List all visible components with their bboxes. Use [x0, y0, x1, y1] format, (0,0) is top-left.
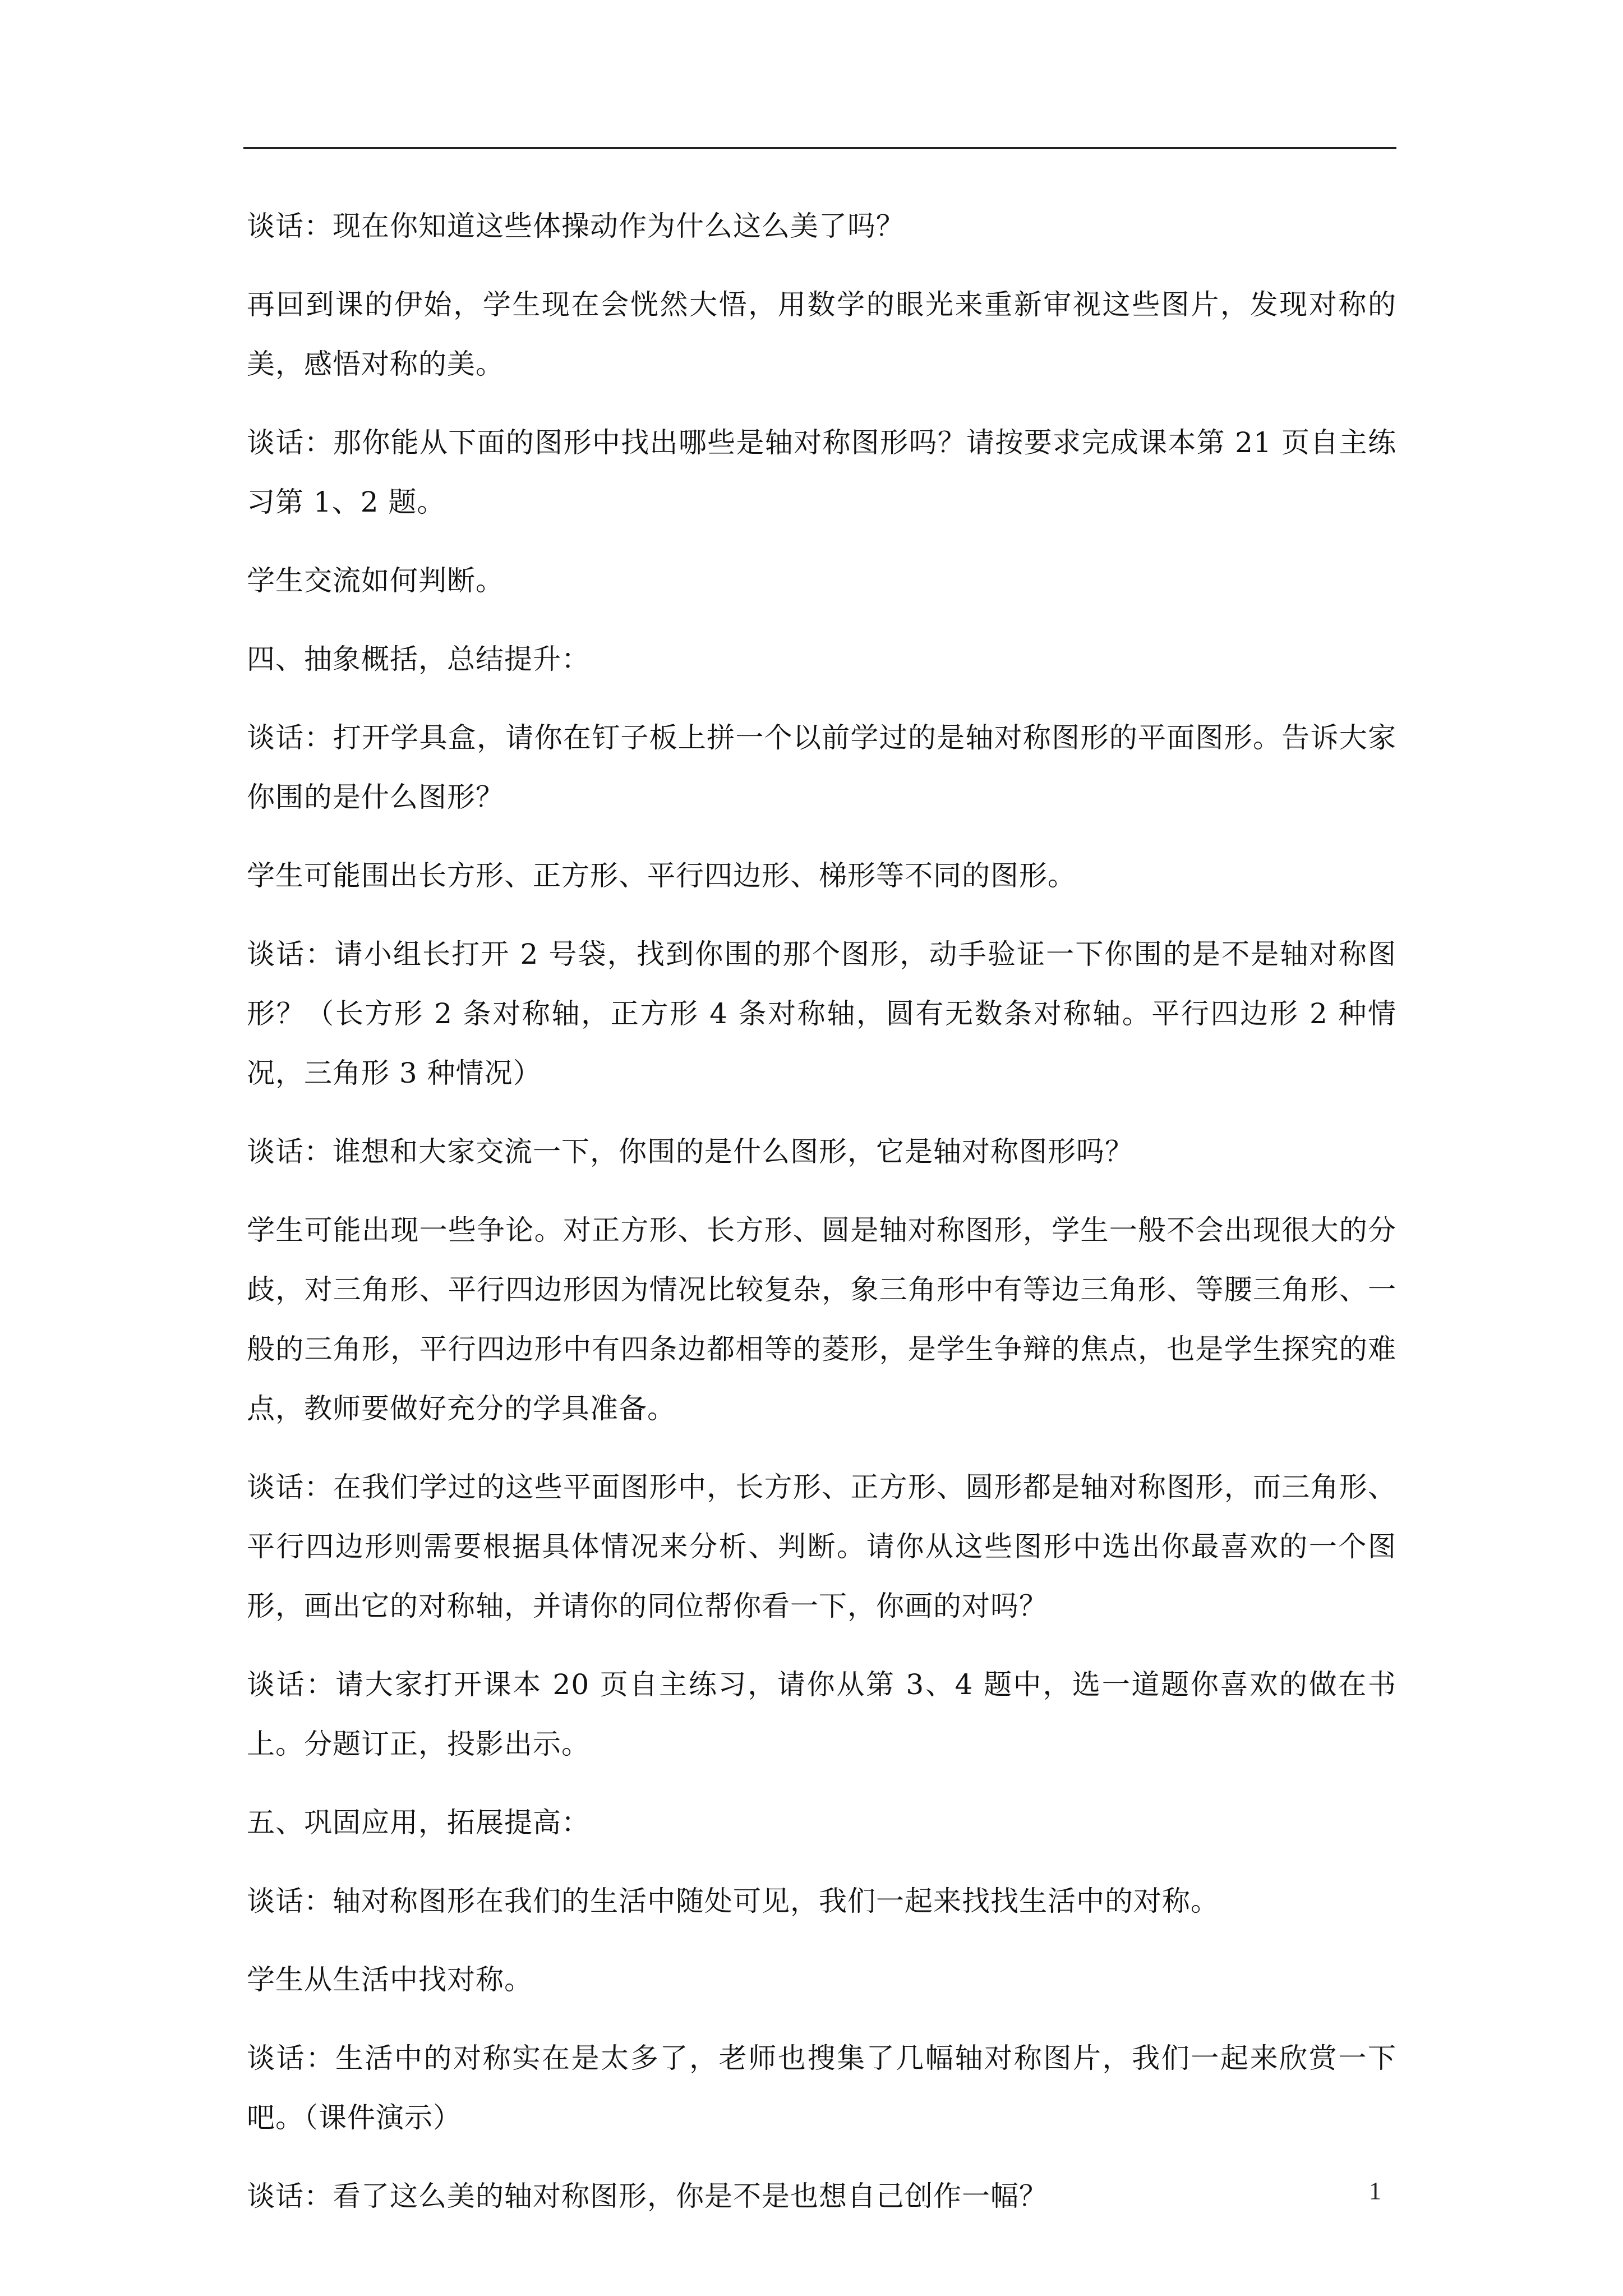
paragraph: 谈话：那你能从下面的图形中找出哪些是轴对称图形吗？请按要求完成课本第 21 页自主练习第 1、2 题。: [247, 426, 1396, 518]
paragraph: 谈话：生活中的对称实在是太多了，老师也搜集了几幅轴对称图片，我们一起来欣赏一下吧。（课件演示）: [247, 2042, 1396, 2134]
paragraph: 谈话：谁想和大家交流一下，你围的是什么图形，它是轴对称图形吗？: [247, 1135, 1133, 1168]
paragraph: 谈话：请小组长打开 2 号袋，找到你围的那个图形，动手验证一下你围的是不是轴对称图形？（长方形 2 条对称轴，正方形 4 条对称轴，圆有无数条对称轴。平行四边形 2 种情况，三角形 3 种情况）: [247, 938, 1396, 1089]
paragraph: 再回到课的伊始，学生现在会恍然大悟，用数学的眼光来重新审视这些图片，发现对称的美，感悟对称的美。: [247, 288, 1396, 380]
section-heading: 四、抽象概括，总结提升：: [247, 643, 590, 675]
document-body: [247, 196, 1396, 2231]
paragraph: 谈话：看了这么美的轴对称图形，你是不是也想自己创作一幅？: [247, 2180, 1048, 2212]
section-heading: 五、巩固应用，拓展提高：: [247, 1806, 590, 1839]
paragraph: 谈话：现在你知道这些体操动作为什么这么美了吗？: [247, 210, 905, 242]
paragraph: 谈话：打开学具盒，请你在钉子板上拼一个以前学过的是轴对称图形的平面图形。告诉大家你围的是什么图形？: [247, 721, 1396, 813]
page-number: 1: [1369, 2177, 1381, 2205]
paragraph: 谈话：请大家打开课本 20 页自主练习，请你从第 3、4 题中，选一道题你喜欢的做在书上。分题订正，投影出示。: [247, 1668, 1396, 1760]
paragraph: 谈话：在我们学过的这些平面图形中，长方形、正方形、圆形都是轴对称图形，而三角形、平行四边形则需要根据具体情况来分析、判断。请你从这些图形中选出你最喜欢的一个图形，画出它的对称轴，并请你的同位帮你看一下，你画的对吗？: [247, 1471, 1396, 1622]
header-rule: [243, 147, 1396, 149]
paragraph: 学生交流如何判断。: [247, 564, 504, 597]
paragraph: 学生从生活中找对称。: [247, 1963, 533, 1996]
paragraph: 谈话：轴对称图形在我们的生活中随处可见，我们一起来找找生活中的对称。: [247, 1885, 1219, 1917]
paragraph: 学生可能围出长方形、正方形、平行四边形、梯形等不同的图形。: [247, 859, 1076, 892]
paragraph: 学生可能出现一些争论。对正方形、长方形、圆是轴对称图形，学生一般不会出现很大的分歧，对三角形、平行四边形因为情况比较复杂，象三角形中有等边三角形、等腰三角形、一般的三角形，平行四边形中有四条边都相等的菱形，是学生争辩的焦点，也是学生探究的难点，教师要做好充分的学具准备。: [247, 1214, 1396, 1425]
